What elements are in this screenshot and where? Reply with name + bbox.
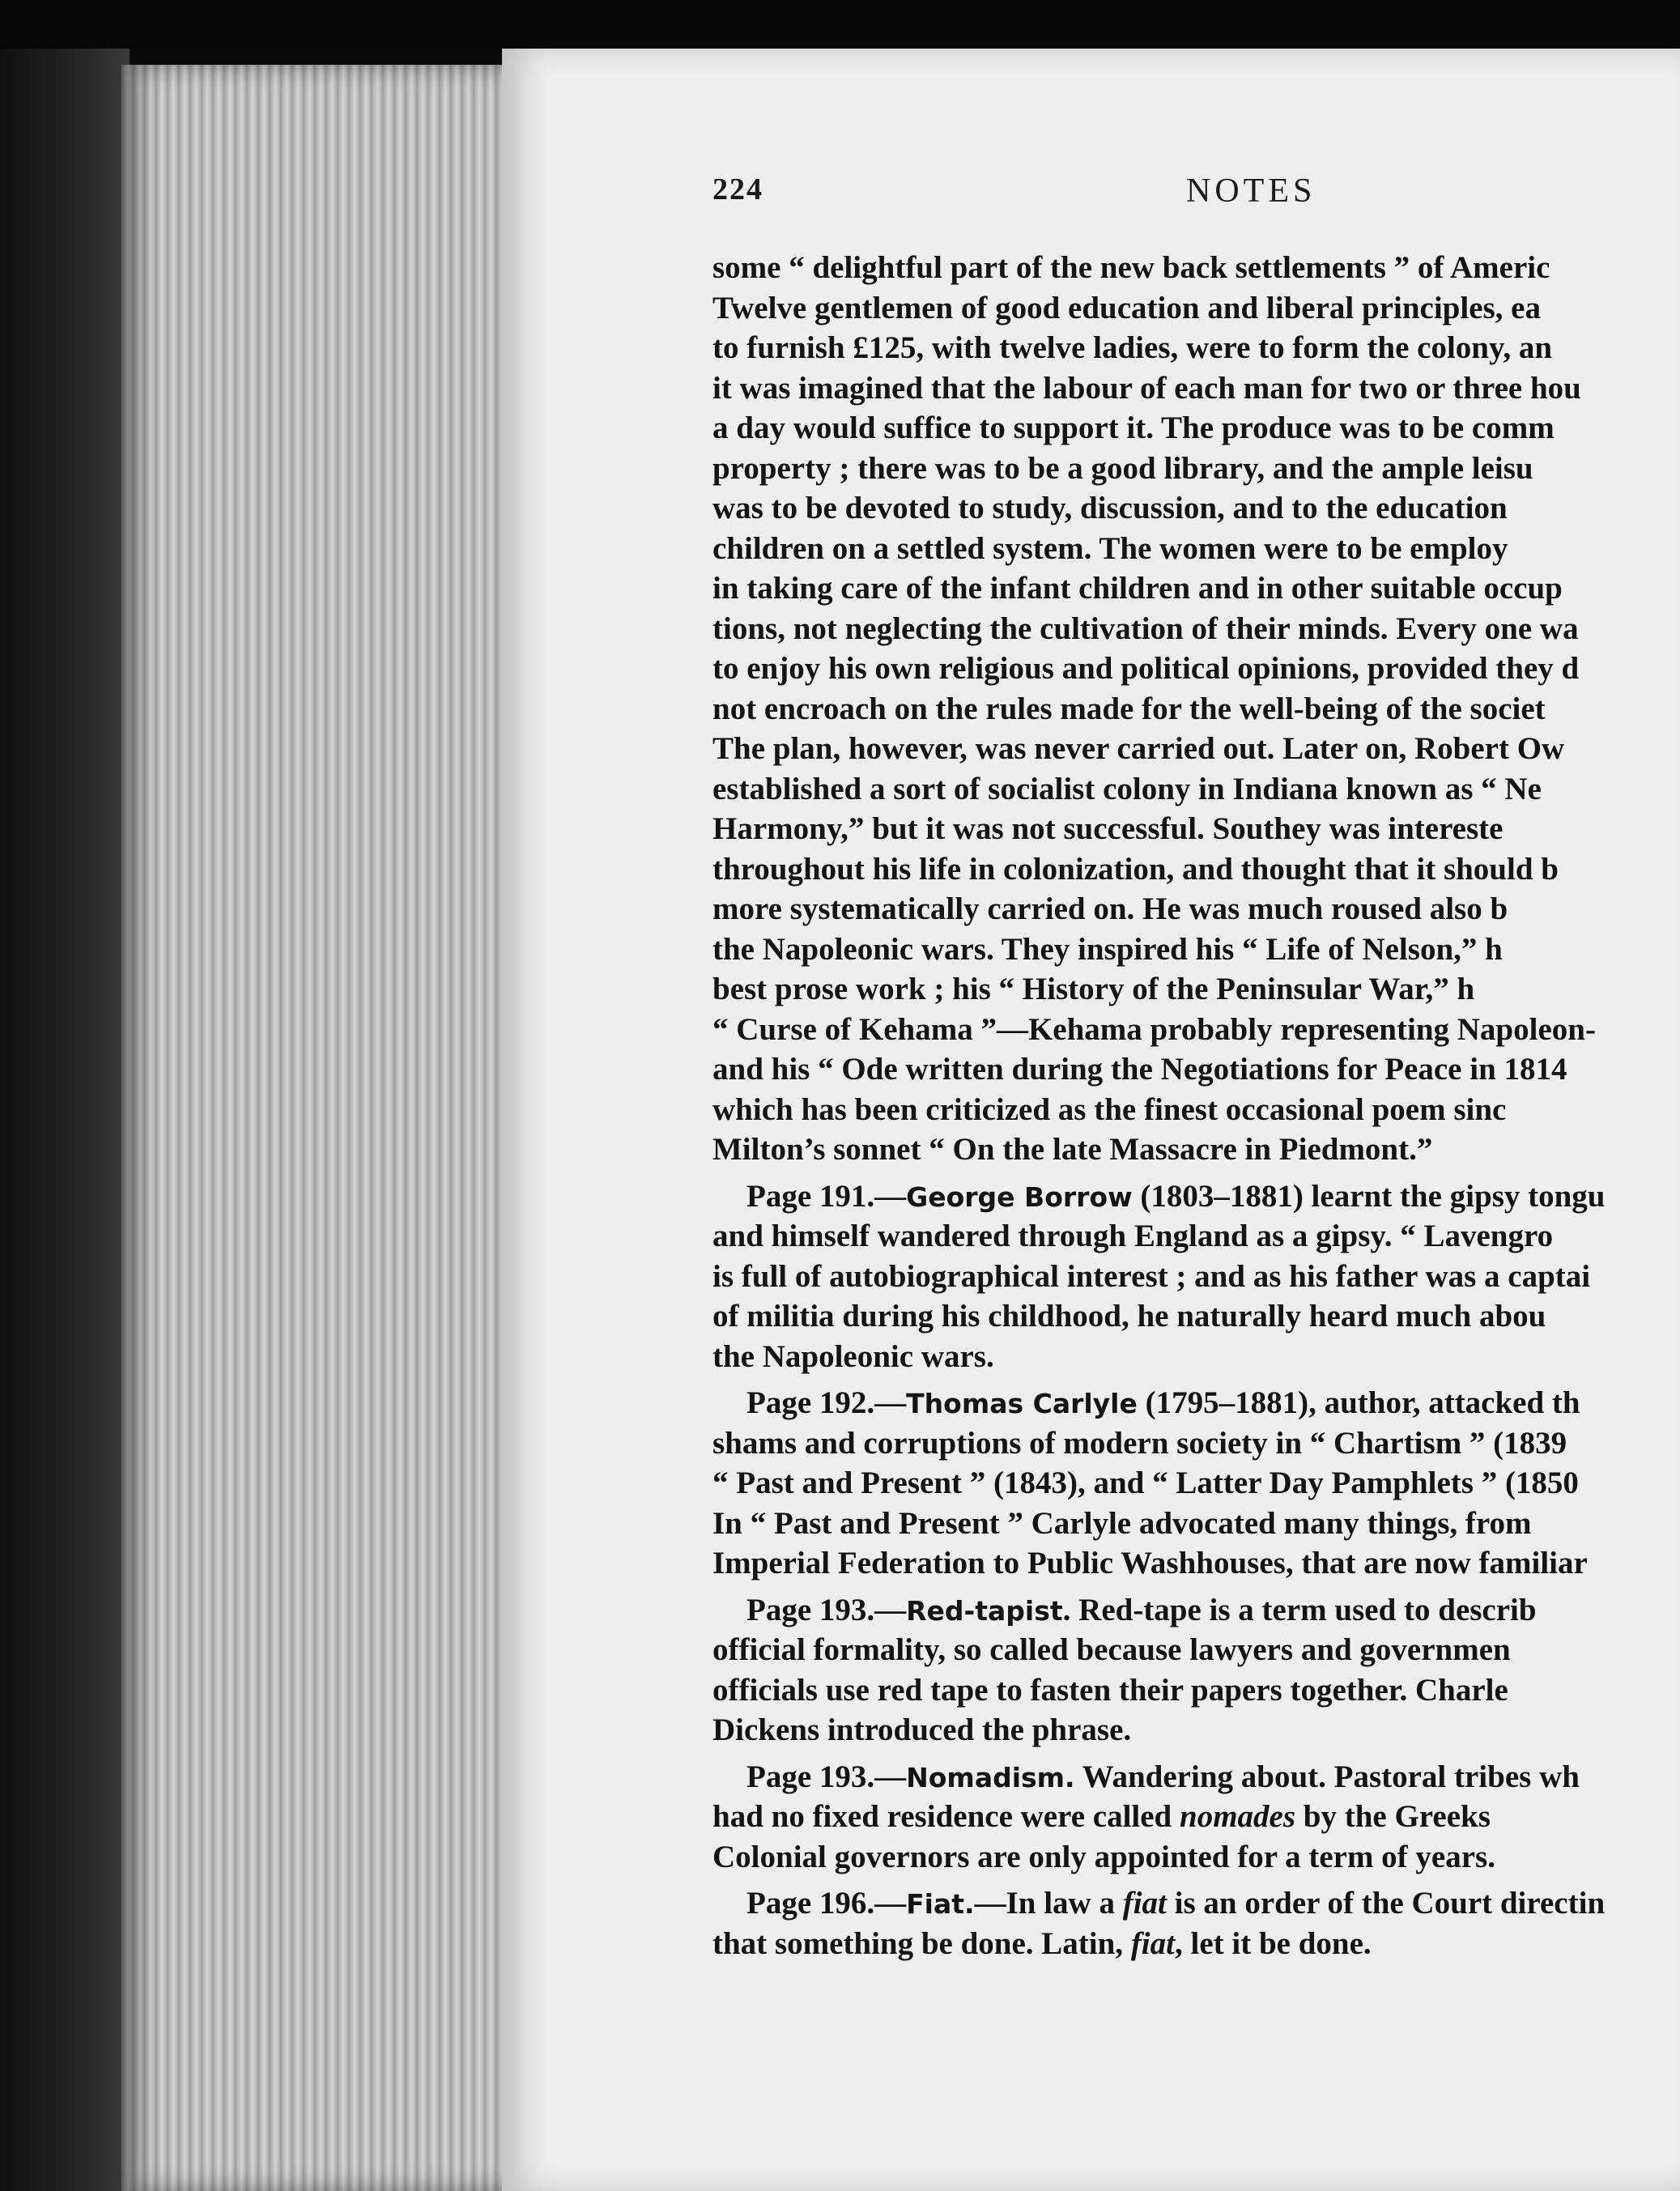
- text-run: and his “ Ode written during the Negotiations for Peace in 1814: [712, 1052, 1567, 1087]
- text-line: [712, 1257, 1680, 1297]
- text-run: officials use red tape to fasten their papers together. Charle: [712, 1672, 1508, 1708]
- note-paragraph: [712, 1176, 1680, 1377]
- text-line: [712, 849, 1680, 890]
- text-run: In “ Past and Present ” Carlyle advocated many things, from: [712, 1505, 1532, 1541]
- text-run: Colonial governors are only appointed for a term of years.: [712, 1839, 1495, 1874]
- page-header: [712, 172, 1680, 220]
- text-run: . Red-tape is a term used to describ: [1062, 1592, 1537, 1627]
- text-run: it was imagined that the labour of each man for two or three hou: [712, 370, 1581, 406]
- text-run: (1803–1881) learnt the gipsy tongu: [1132, 1178, 1606, 1214]
- text-run: in taking care of the infant children and in other suitable occup: [712, 571, 1563, 606]
- text-run: by the Greeks: [1295, 1799, 1491, 1834]
- text-run: best prose work ; his “ History of the Peninsular War,” h: [712, 972, 1475, 1006]
- note-paragraph: [712, 1883, 1680, 1963]
- text-run: the Napoleonic wars. They inspired his “ Life of Nelson,” h: [712, 931, 1503, 967]
- text-run: had no fixed residence were called: [712, 1799, 1180, 1834]
- text-line: [712, 1837, 1680, 1878]
- text-line: [712, 609, 1680, 649]
- text-run: tions, not neglecting the cultivation of their minds. Every one wa: [712, 611, 1579, 646]
- text-run: Page 193.—: [746, 1592, 907, 1627]
- text-line: [712, 1423, 1680, 1464]
- text-line: [712, 1797, 1680, 1837]
- text-run: The plan, however, was never carried out. Later on, Robert Ow: [712, 731, 1565, 766]
- text-run: Wandering about. Pastoral tribes wh: [1074, 1759, 1580, 1794]
- text-line: [712, 328, 1680, 368]
- running-head: NOTES: [1186, 172, 1316, 210]
- text-run: Milton’s sonnet “ On the late Massacre in Piedmont.”: [712, 1132, 1433, 1167]
- text-run: “ Curse of Kehama ”—Kehama probably representing Napoleon-: [712, 1011, 1596, 1047]
- text-line: [712, 1757, 1680, 1797]
- text-line: [712, 408, 1680, 449]
- text-run: official formality, so called because lawyers and governmen: [712, 1632, 1511, 1667]
- text-run: some “ delightful part of the new back settlements ” of Americ: [712, 250, 1550, 285]
- text-run: —In law a: [974, 1886, 1123, 1921]
- book-binding-shadow: [0, 49, 130, 2191]
- notes-body-text: [712, 248, 1680, 1963]
- text-line: [712, 809, 1680, 849]
- headword: Nomadism.: [906, 1761, 1075, 1793]
- text-line: [712, 488, 1680, 529]
- text-run: of militia during his childhood, he naturally heard much abou: [712, 1299, 1546, 1334]
- text-line: [712, 1337, 1680, 1377]
- italic-word: nomades: [1180, 1799, 1296, 1834]
- text-run: Page 192.—: [746, 1385, 907, 1420]
- text-run: (1795–1881), author, attacked th: [1137, 1385, 1580, 1420]
- text-run: Harmony,” but it was not successful. Southey was intereste: [712, 811, 1503, 846]
- text-run: is full of autobiographical interest ; and as his father was a captai: [712, 1258, 1591, 1294]
- text-run: and himself wandered through England as a gipsy. “ Lavengro: [712, 1219, 1554, 1253]
- headword: Fiat.: [906, 1888, 975, 1920]
- text-run: Dickens introduced the phrase.: [712, 1712, 1132, 1747]
- text-run: children on a settled system. The women were to be employ: [712, 530, 1508, 566]
- headword: Red-tapist: [906, 1594, 1063, 1627]
- text-line: [712, 1010, 1680, 1050]
- text-line: [712, 288, 1680, 329]
- text-run: that something be done. Latin,: [712, 1925, 1131, 1961]
- text-line: [712, 1504, 1680, 1544]
- scan-border-top: [0, 0, 1680, 49]
- text-line: [712, 1296, 1680, 1337]
- text-line: [712, 368, 1680, 409]
- text-line: [712, 1670, 1680, 1711]
- text-line: [712, 1543, 1680, 1584]
- text-run: “ Past and Present ” (1843), and “ Latter Day Pamphlets ” (1850: [712, 1466, 1579, 1500]
- note-paragraph: [712, 248, 1680, 1170]
- text-run: throughout his life in colonization, and thought that it should b: [712, 851, 1559, 887]
- text-line: [712, 529, 1680, 569]
- text-line: [712, 568, 1680, 609]
- text-line: [712, 1590, 1680, 1631]
- text-run: Page 191.—: [746, 1178, 907, 1214]
- text-run: established a sort of socialist colony in Indiana known as “ Ne: [712, 771, 1542, 806]
- text-line: [712, 1216, 1680, 1257]
- text-run: the Napoleonic wars.: [712, 1338, 994, 1374]
- note-paragraph: [712, 1590, 1680, 1751]
- text-run: Page 196.—: [746, 1886, 907, 1921]
- text-run: a day would suffice to support it. The produce was to be comm: [712, 411, 1555, 445]
- text-line: [712, 930, 1680, 970]
- text-run: Page 193.—: [746, 1759, 907, 1794]
- text-line: [712, 689, 1680, 730]
- italic-word: fiat: [1130, 1925, 1175, 1961]
- text-line: [712, 1130, 1680, 1170]
- text-run: more systematically carried on. He was much roused also b: [712, 891, 1508, 926]
- text-line: [712, 649, 1680, 689]
- text-line: [712, 729, 1680, 769]
- text-line: [712, 1710, 1680, 1751]
- text-run: which has been criticized as the finest occasional poem sinc: [712, 1091, 1507, 1127]
- text-line: [712, 1924, 1680, 1964]
- text-run: Twelve gentlemen of good education and liberal principles, ea: [712, 290, 1541, 325]
- note-paragraph: [712, 1757, 1680, 1878]
- headword: George Borrow: [906, 1181, 1133, 1213]
- text-line: [712, 1883, 1680, 1924]
- text-run: Imperial Federation to Public Washhouses, that are now familiar: [712, 1546, 1588, 1580]
- text-line: [712, 449, 1680, 489]
- italic-word: fiat: [1122, 1886, 1167, 1921]
- note-paragraph: [712, 1383, 1680, 1584]
- text-line: [712, 1463, 1680, 1504]
- text-run: property ; there was to be a good library, and the ample leisu: [712, 450, 1533, 486]
- text-line: [712, 889, 1680, 930]
- text-run: is an order of the Court directin: [1166, 1886, 1606, 1921]
- text-run: was to be devoted to study, discussion, and to the education: [712, 491, 1508, 525]
- text-run: , let it be done.: [1174, 1925, 1372, 1961]
- text-line: [712, 1630, 1680, 1670]
- text-run: to enjoy his own religious and political opinions, provided they d: [712, 651, 1580, 686]
- text-line: [712, 1049, 1680, 1090]
- text-line: [712, 1383, 1680, 1423]
- text-run: not encroach on the rules made for the well-being of the societ: [712, 691, 1546, 726]
- headword: Thomas Carlyle: [906, 1388, 1138, 1419]
- text-line: [712, 1176, 1680, 1217]
- text-line: [712, 248, 1680, 288]
- text-line: [712, 969, 1680, 1010]
- text-line: [712, 1090, 1680, 1130]
- text-run: shams and corruptions of modern society in “ Chartism ” (1839: [712, 1425, 1567, 1461]
- page-edges-stack: [121, 65, 502, 2191]
- page-number: 224: [712, 172, 763, 206]
- text-line: [712, 769, 1680, 810]
- text-run: to furnish £125, with twelve ladies, were to form the colony, an: [712, 330, 1553, 365]
